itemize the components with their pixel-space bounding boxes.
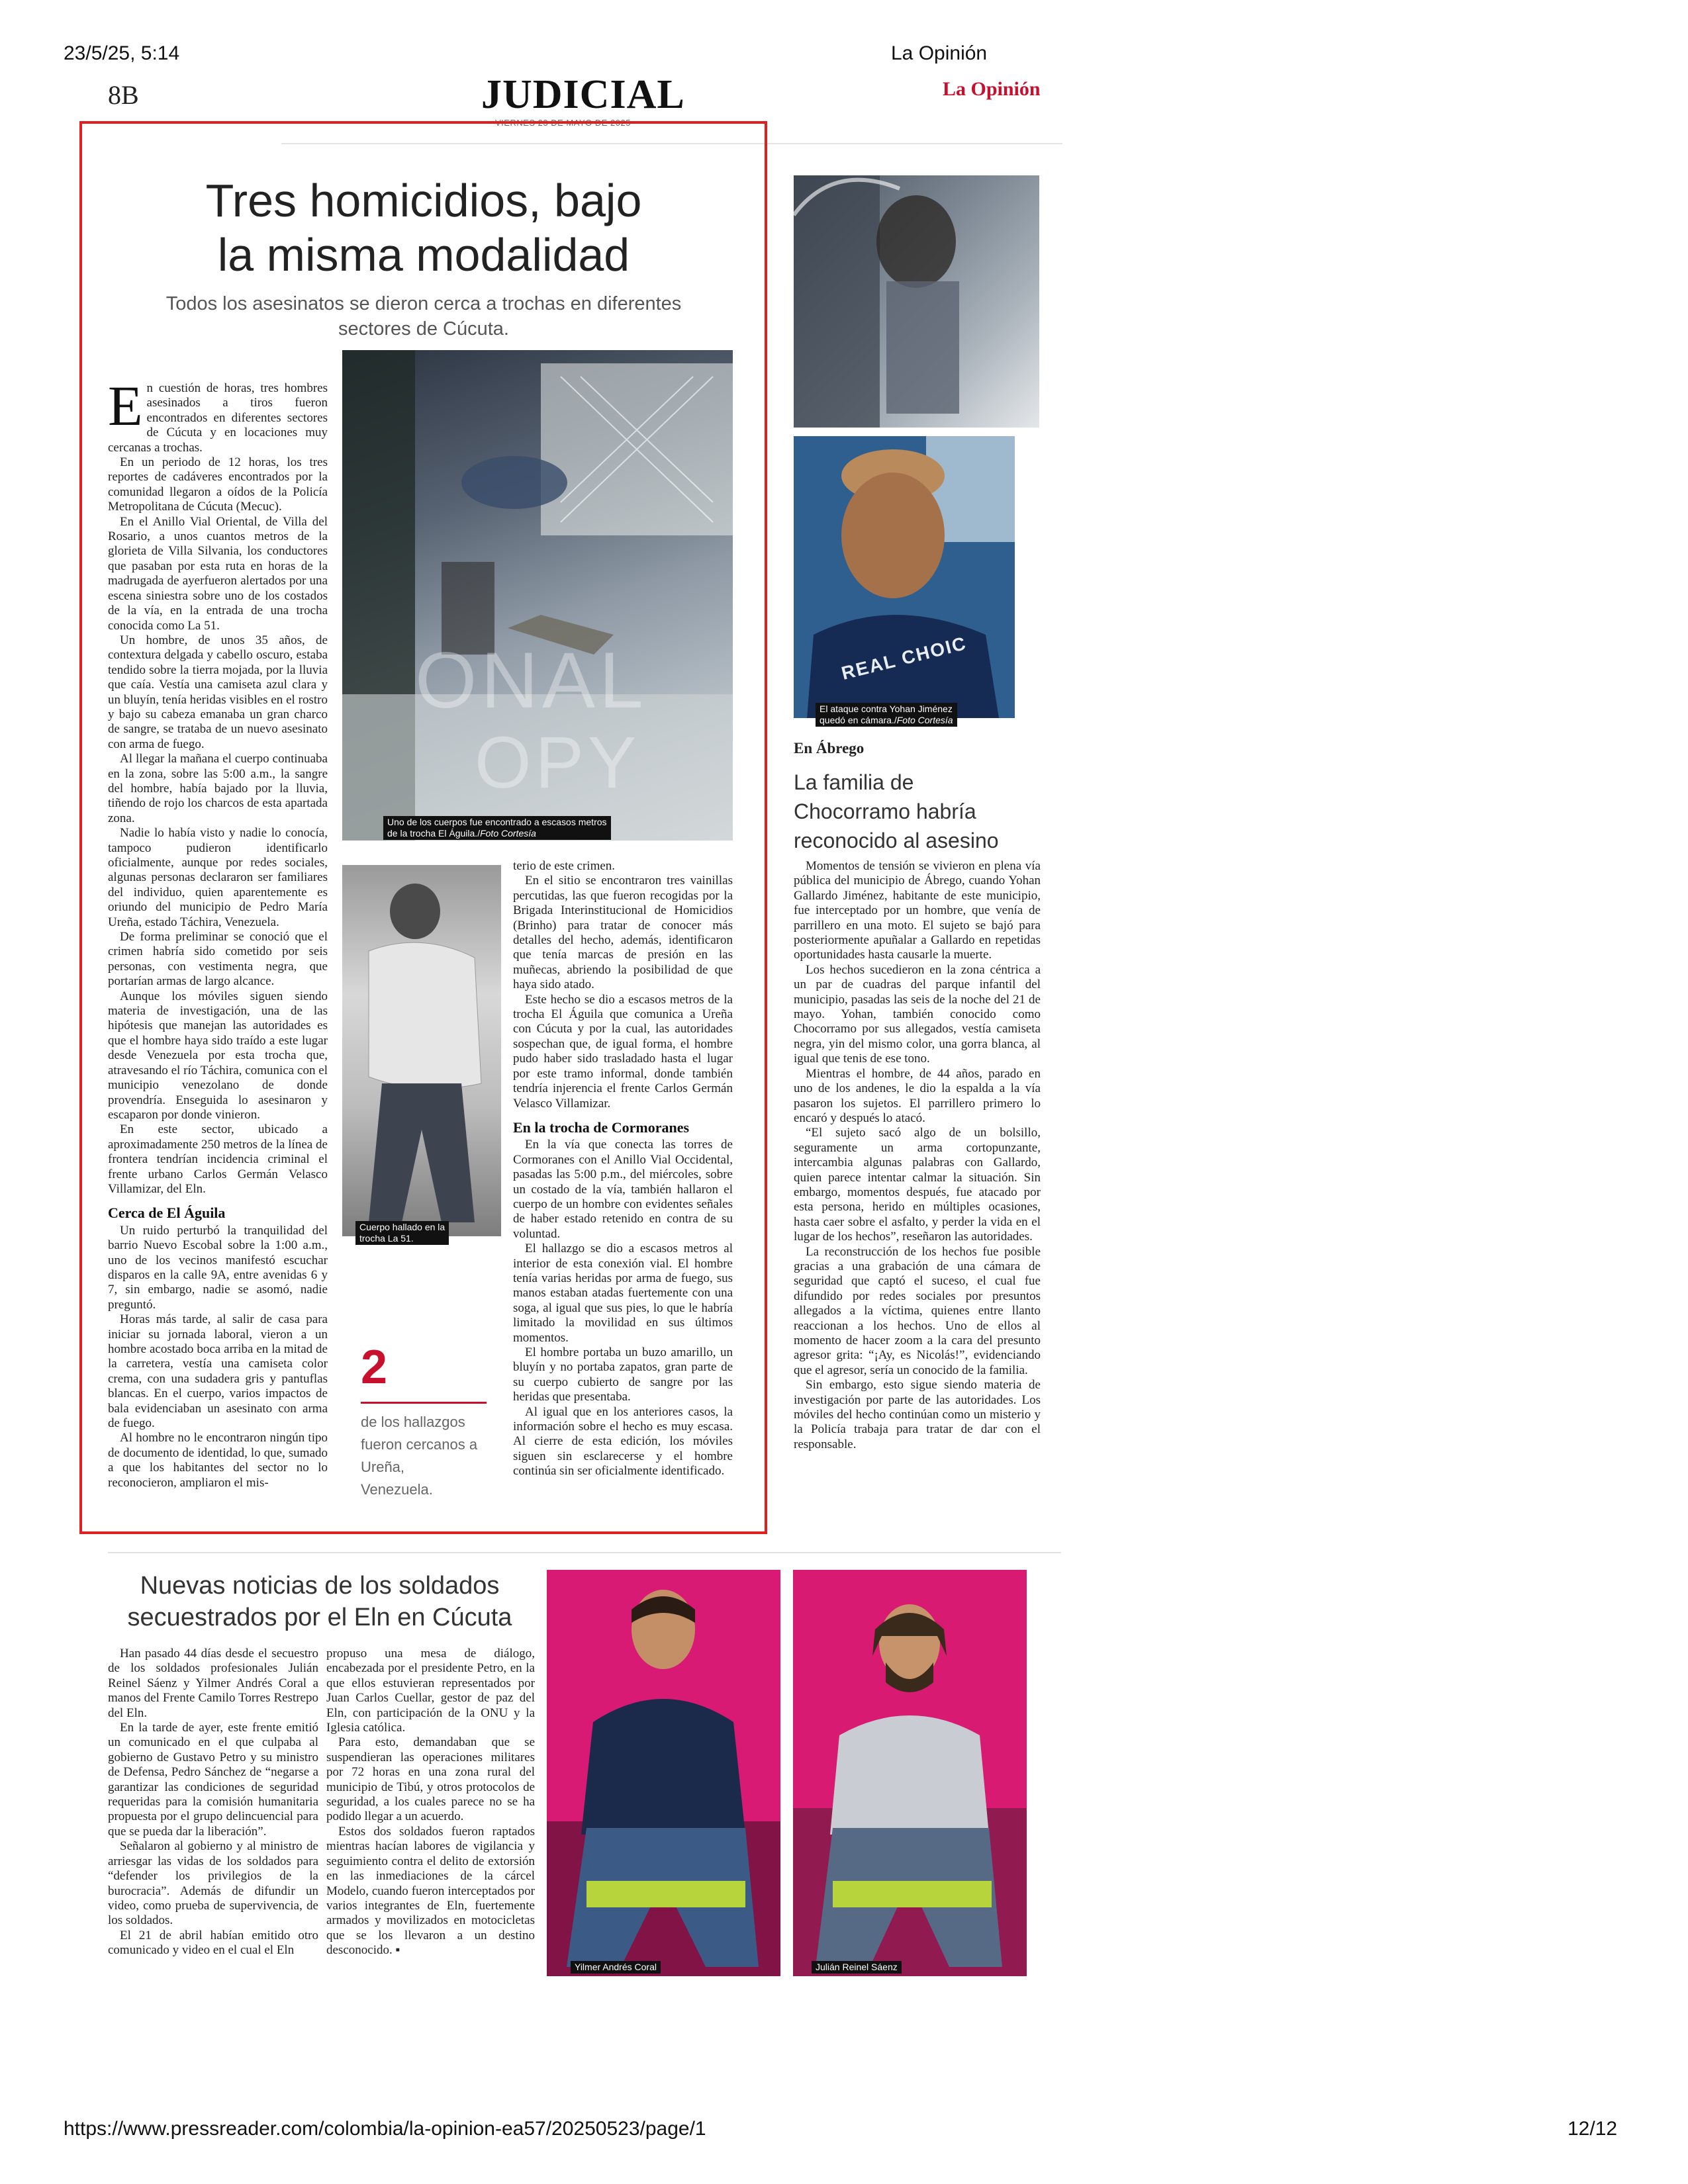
paragraph: Momentos de tensión se vivieron en plena vía pública del municipio de Ábrego, cuando Yohan Gallardo Jiménez, habitante de este municipio, fue interceptado por un hombre, que venía de parrillero en una moto. El sujeto se bajó para posteriormente apuñalar a Gallardo en repetidas oportunidades hasta causarle la muerte. — [794, 859, 1041, 962]
print-datetime: 23/5/25, 5:14 — [64, 42, 180, 64]
dropcap: E — [108, 374, 143, 437]
side-kicker: En Ábrego — [794, 740, 865, 756]
stat-number: 2 — [361, 1341, 388, 1394]
paragraph: Estos dos soldados fueron raptados mientras hacían labores de vigilancia y seguimiento contra el delito de extorsión en las inmediaciones de la cárcel Modelo, cuando fueron interceptados por varios integrantes de Eln, fuertemente armados y movilizados en motocicletas que se los llevaron a un destino desconocido. ▪ — [326, 1824, 535, 1958]
hostage-illustration-1 — [547, 1570, 780, 1976]
shirt-print: REAL CHOIC — [839, 633, 969, 684]
paragraph: En la vía que conecta las torres de Cormoranes con el Anillo Vial Occidental, pasadas las 5:00 p.m., del miércoles, sobre un costado de la vía, también hallaron el cuerpo de un hombre con evidentes señales de haber estado retenido en contra de su voluntad. — [513, 1138, 733, 1241]
photo2-caption — [355, 1221, 449, 1245]
body-photo — [342, 865, 501, 1236]
main-column-3 — [513, 859, 733, 1479]
photo-watermark-2: OPY — [475, 722, 641, 803]
paragraph: Los hechos sucedieron en la zona céntrica a un par de cuadras del parque infantil del municipio, pasadas las seis de la noche del 21 de mayo. Yohan, también conocido como Chocorramo por sus allegados, vestía camiseta negra, yin del mismo color, una gorra blanca, al igual que tenis de ese tono. — [794, 962, 1041, 1066]
print-site-title: La Opinión — [891, 42, 988, 64]
cctv-illustration — [794, 175, 1039, 428]
paragraph: Un hombre, de unos 35 años, de contextura delgada y cabello oscuro, estaba tendido sobre la tierra mojada, por la lluvia que caía. Vestía una camiseta azul clara y un bluyín, tenía heridas visibles en el rostro y bajo su cabeza emanaba un gran charco de sangre, se trataba de un nuevo asesinato con arma de fuego. — [108, 633, 328, 751]
subhead-cormoranes: En la trocha de Cormoranes — [513, 1118, 690, 1136]
print-page-count: 12/12 — [1568, 2118, 1618, 2140]
paragraph: Horas más tarde, al salir de casa para iniciar su jornada laboral, vieron a un hombre acostado boca arriba en la mitad de la carretera, vestía una camiseta color crema, con una sudadera gris y pantuflas blancas. En el cuerpo, varios impactos de bala evidenciaban un asesinato con arma de fuego. — [108, 1312, 328, 1431]
paragraph: “El sujeto sacó algo de un bolsillo, seguramente un arma cortopunzante, intercambia algunas palabras con Gallardo, quien parece intentar calmar la situación. Sin embargo, momentos después, fue atacado por esta persona, herido en múltiples ocasiones, hasta caer sobre el asfalto, y perder la vida en el lugar de los hechos”, reseñaron las autoridades. — [794, 1126, 1041, 1244]
hostage1-caption: Yilmer Andrés Coral — [571, 1961, 661, 1974]
hostage-photo-saenz — [793, 1570, 1027, 1976]
paragraph: En la tarde de ayer, este frente emitió un comunicado en el que culpaba al gobierno de Gustavo Petro y su ministro de Defensa, Pedro Sánchez de “negarse a garantizar las condiciones de seguridad requeridas para la comisión humanitaria propuesta por el grupo delincuencial para que se pueda dar la liberación”. — [108, 1721, 318, 1839]
bottom-headline-line1: Nuevas noticias de los soldados — [140, 1572, 500, 1600]
paragraph: Un ruido perturbó la tranquilidad del barrio Nuevo Escobal sobre la 1:00 a.m., uno de los vecinos manifestó escuchar disparos en la calle 9A, entre avenidas 6 y 7, sin embargo, nadie se asomó, nadie preguntó. — [108, 1223, 328, 1312]
side-column — [794, 859, 1041, 1452]
bottom-headline — [108, 1570, 532, 1633]
main-column-1 — [108, 374, 328, 1490]
paragraph: En el sitio se encontraron tres vainillas percutidas, las que fueron recogidas por la Brigada Interinstitucional de Homicidios (Brinho) para tratar de conocer más detalles del hecho, además, identificaron que tenía marcas de presión en las muñecas, abriendo la posibilidad de que haya sido atado. — [513, 874, 733, 992]
bottom-headline-line2: secuestrados por el Eln en Cúcuta — [127, 1604, 512, 1631]
bottom-column-2 — [326, 1647, 535, 1958]
paragraph: Han pasado 44 días desde el secuestro de los soldados profesionales Julián Reinel Sáenz y Yilmer Andrés Coral a manos del Frente Camilo Torres Restrepo del Eln. — [108, 1647, 318, 1720]
subhead-el-aguila: Cerca de El Águila — [108, 1205, 226, 1222]
brand-logo: La Opinión — [943, 78, 1041, 100]
crime-scene-photo — [342, 350, 733, 841]
main-headline-line2: la misma modalidad — [217, 229, 630, 281]
side-headline: La familia de Chocorramo habría reconocido al asesino — [794, 770, 999, 852]
hostage2-caption: Julián Reinel Sáenz — [812, 1961, 902, 1974]
stat-text: de los hallazgos fueron cercanos a Ureña, Venezuela. — [361, 1414, 478, 1498]
paragraph: Este hecho se dio a escasos metros de la trocha El Águila que comunica a Ureña con Cúcuta y por la cual, las autoridades sospechan que, de igual forma, el hombre pudo haber sido trasladado hasta el lugar por este tramo informal, donde también tendría injerencia el frente Carlos Germán Velasco Villamizar. — [513, 992, 733, 1111]
victim-portrait-photo — [794, 436, 1015, 718]
paragraph: Para esto, demandaban que se suspendieran las operaciones militares por 72 horas en una zona rural del municipio de Tibú, y otros protocolos de seguridad, a los cuales parece no se ha podido llegar a un acuerdo. — [326, 1735, 535, 1824]
bottom-column-1 — [108, 1647, 318, 1958]
paragraph: Señalaron al gobierno y al ministro de arriesgar las vidas de los soldados para “defender los privilegios de la burocracia”. Además de difundir un video, como prueba de supervivencia, de los soldados. — [108, 1839, 318, 1928]
paragraph: Aunque los móviles siguen siendo materia de investigación, una de las hipótesis que manejan las autoridades es que el hombre haya sido traído a este lugar desde Venezuela por esta trocha que, atravesando el río Táchira, comunica con el municipio venezolano de donde provendría. Enseguida lo asesinaron y escaparon por donde vinieron. — [108, 989, 328, 1122]
paragraph: En el Anillo Vial Oriental, de Villa del Rosario, a unos cuantos metros de la glorieta de Villa Silvania, los conductores que pasaban por esta ruta en horas de la madrugada de ayerfueron alertados por una escena siniestra sobre uno de los costados de la vía, en la entrada de una trocha conocida como La 51. — [108, 514, 328, 633]
paragraph: El hombre portaba un buzo amarillo, un bluyín y no portaba zapatos, gran parte de su cuerpo cubierto de sangre por las heridas que presentaba. — [513, 1345, 733, 1404]
section-divider — [108, 1552, 1061, 1553]
paragraph: terio de este crimen. — [513, 859, 616, 873]
paragraph: Sin embargo, esto sigue siendo materia de investigación por parte de las autoridades. Los móviles del hecho continúan como un misterio y la Policía trabaja para tratar de dar con el responsable. — [794, 1378, 1041, 1451]
side-photo-caption — [816, 703, 957, 727]
lead-paragraph: En cuestión de horas, tres hombres asesinados a tiros fueron encontrados en diferentes sectores de Cúcuta y en locaciones muy cercanas a trochas. — [108, 374, 328, 455]
paragraph: El 21 de abril habían emitido otro comunicado y video en el cual el Eln — [108, 1928, 318, 1958]
paragraph: En un periodo de 12 horas, los tres reportes de cadáveres encontrados por la comunidad llegaron a oídos de la Policía Metropolitana de Cúcuta (Mecuc). — [108, 455, 328, 514]
section-title: JUDICIAL — [481, 72, 685, 117]
paragraph: propuso una mesa de diálogo, encabezada por el presidente Petro, en la que ellos estuvieran representados por Juan Carlos Cuellar, gestor de paz del Eln, con participación de la ONU y la Iglesia católica. — [326, 1647, 535, 1735]
cctv-still-photo — [794, 175, 1039, 428]
edition-date: VIERNES 23 DE MAYO DE 2025 — [495, 118, 631, 128]
paragraph: De forma preliminar se conoció que el crimen habría sido cometido por seis personas, con vestimenta negra, que portarían armas de largo alcance. — [108, 930, 328, 989]
photo2-caption-line2: trocha La 51. — [359, 1233, 414, 1244]
paragraph: Al igual que en los anteriores casos, la información sobre el hecho es muy escasa. Al cierre de esta edición, los móviles siguen sin esclarecerse y el hombre continúa sin ser oficialmente identificado. — [513, 1404, 733, 1479]
print-url[interactable]: https://www.pressreader.com/colombia/la-opinion-ea57/20250523/page/1 — [64, 2118, 706, 2140]
paragraph: En este sector, ubicado a aproximadamente 250 metros de la línea de frontera tendrían incidencia criminal el frente urbano Carlos Germán Velasco Villamizar, del Eln. — [108, 1122, 328, 1196]
photo1-caption — [383, 816, 611, 840]
side-photo-caption-line2: quedó en cámara./Foto Cortesía — [820, 715, 953, 725]
main-headline-line1: Tres homicidios, bajo — [205, 175, 642, 226]
body-illustration — [342, 865, 501, 1236]
portrait-illustration — [794, 436, 1015, 718]
paragraph: Al hombre no le encontraron ningún tipo de documento de identidad, lo que, sumado a que los habitantes del sector no lo reconocieron, ampliaron el mis- — [108, 1431, 328, 1490]
photo-watermark: ONAL — [415, 636, 647, 725]
paragraph: Al llegar la mañana el cuerpo continuaba en la zona, sobre las 5:00 a.m., la sangre del hombre, había bajado por la lluvia, tiñendo de rojo los charcos de esta apartada zona. — [108, 752, 328, 825]
photo1-caption-line1: Uno de los cuerpos fue encontrado a escasos metros — [387, 817, 607, 827]
photo2-caption-line1: Cuerpo hallado en la — [359, 1222, 445, 1232]
hostage-photo-coral — [547, 1570, 780, 1976]
paragraph: La reconstrucción de los hechos fue posible gracias a una grabación de una cámara de seguridad que captó el suceso, el cual fue difundido por redes sociales por presuntos allegados a la víctima, quienes entre llanto reaccionan a los hechos. Uno de ellos al momento de hacer zoom a la cara del presunto agresor grita: “¡Ay, es Nicolás!”, evidenciando que el agresor, sería un conocido de la familia. — [794, 1244, 1041, 1377]
side-photo-caption-line1: El ataque contra Yohan Jiménez — [820, 704, 953, 714]
main-headline — [93, 173, 755, 282]
photo1-caption-line2: de la trocha El Águila./Foto Cortesía — [387, 828, 536, 839]
paragraph: Mientras el hombre, de 44 años, parado en uno de los andenes, le dio la espalda a la vía pasaron los sujetos. El parrillero primero lo encaró y después lo atacó. — [794, 1066, 1041, 1125]
paragraph: El hallazgo se dio a escasos metros al interior de esta conexión vial. El hombre tenía varias heridas por arma de fuego, sus manos estaban atadas fuertemente con una soga, al igual que sus pies, lo que le habría limitado la movilidad en sus últimos momentos. — [513, 1242, 733, 1345]
stat-rule — [361, 1402, 487, 1404]
main-subhead: Todos los asesinatos se dieron cerca a trochas en diferentes sectores de Cúcuta. — [165, 293, 682, 340]
paragraph: Nadie lo había visto y nadie lo conocía, tampoco pudieron identificarlo oficialmente, aunque por redes sociales, algunas personas declararon ser familiares del individuo, quien aparentemente es oriundo del municipio de Pedro María Ureña, estado Táchira, Venezuela. — [108, 826, 328, 929]
hostage-illustration-2 — [793, 1570, 1027, 1976]
page-number: 8B — [108, 80, 139, 110]
